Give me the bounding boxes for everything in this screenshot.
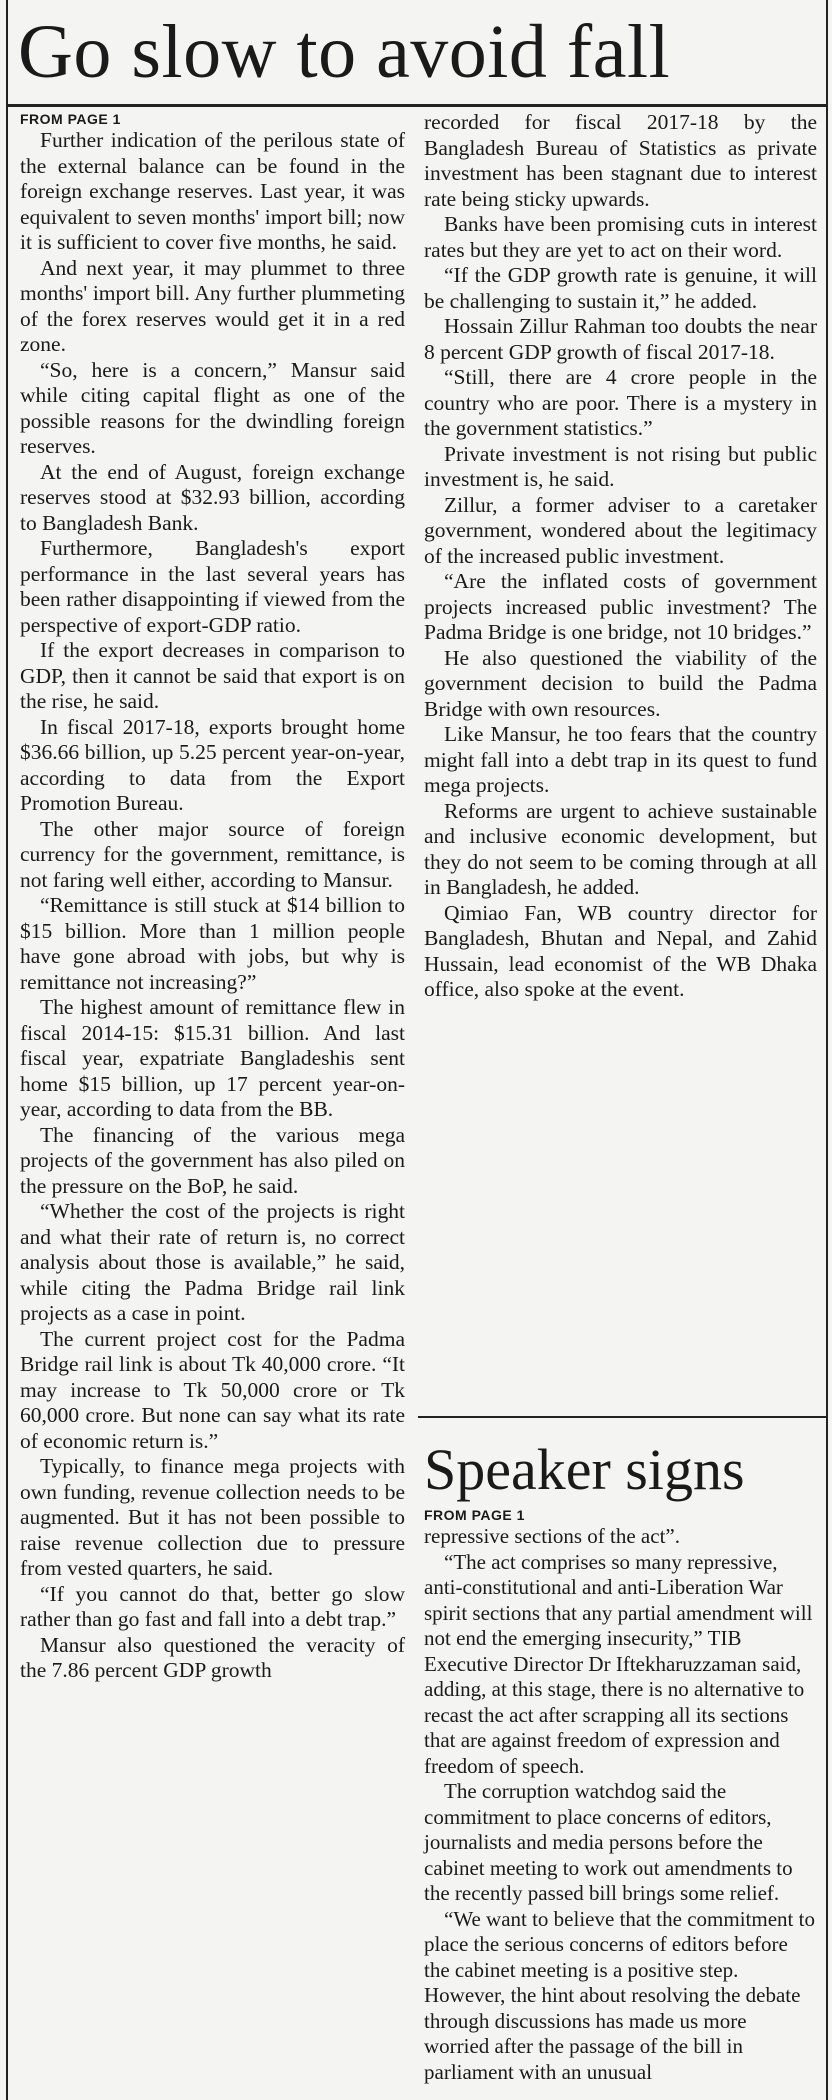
article-paragraph: “We want to believe that the commitment to place the serious concerns of editors before the cabinet meeting is a positive step. However, the hint about resolving the debate through discussions has made us more worried after the passage of the bill in parliament with an unusual [424, 1906, 815, 2084]
article-paragraph: Further indication of the perilous state of the external balance can be found in the foreign exchange reserves. Last year, it was equivalent to seven months' import bill; now it is sufficient to cover five months, he said. [20, 128, 405, 254]
article-paragraph: Banks have been promising cuts in interest rates but they are yet to act on their word. [424, 212, 817, 262]
second-story-column [424, 1430, 817, 2085]
left-column-paragraphs [20, 128, 405, 1684]
article-paragraph: Like Mansur, he too fears that the country might fall into a debt trap in its quest to fund mega projects. [424, 722, 817, 797]
right-column-continuation: recorded for fiscal 2017-18 by the Bangladesh Bureau of Statistics as private investment has been stagnant due to interest rate being sticky upwards. [424, 110, 817, 211]
right-column-paragraphs [424, 212, 817, 1003]
article-paragraph: He also questioned the viability of the government decision to build the Padma Bridge with own resources. [424, 645, 817, 721]
article-paragraph: “The act comprises so many repressive, anti-constitutional and anti-Liberation War spirit sections that any partial amendment will not end the emerging insecurity,” TIB Executive Director Dr Iftekharuzzaman said, adding, at this stage, there is no alternative to recast the act after scrapping all its sections that are against freedom of expression and freedom of speech. [424, 1549, 813, 1778]
second-story-continuation: repressive sections of the act”. [424, 1524, 680, 1548]
article-paragraph: If the export decreases in comparison to GDP, then it cannot be said that export is on the rise, he said. [20, 638, 405, 713]
article-paragraph: Reforms are urgent to achieve sustainable and inclusive economic development, but they do not seem to be coming through at all in Bangladesh, he added. [424, 798, 817, 899]
article-paragraph: The corruption watchdog said the commitment to place concerns of editors, journalists and media persons before the cabinet meeting to work out amendments to the recently passed bill brings some relief. [424, 1779, 793, 1905]
article-paragraph: And next year, it may plummet to three months' import bill. Any further plummeting of the forex reserves would get it in a red zone. [20, 255, 405, 356]
article-paragraph: Qimiao Fan, WB country director for Bangladesh, Bhutan and Nepal, and Zahid Hussain, lead economist of the WB Dhaka office, also spoke at the event. [424, 900, 817, 1001]
main-headline: Go slow to avoid fall [18, 10, 671, 94]
article-paragraph: The current project cost for the Padma Bridge rail link is about Tk 40,000 crore. “It may increase to Tk 50,000 crore or Tk 60,000 crore. But none can say what its rate of economic return is.” [20, 1326, 405, 1453]
article-paragraph: “Whether the cost of the projects is right and what their rate of return is, no correct analysis about those is available,” he said, while citing the Padma Bridge rail link projects as a case in point. [20, 1199, 405, 1325]
second-story-headline: Speaker signs [424, 1437, 745, 1502]
article-paragraph: Zillur, a former adviser to a caretaker government, wondered about the legitimacy of the increased public investment. [424, 492, 817, 568]
article-paragraph: “Remittance is still stuck at $14 billion to $15 billion. More than 1 million people have gone abroad with jobs, but why is remittance not increasing?” [20, 893, 405, 994]
page-border-right [826, 0, 828, 2100]
article-paragraph: Typically, to finance mega projects with own funding, revenue collection needs to be augmented. But it has not been possible to raise revenue collection due to pressure from vested quarters, he said. [20, 1454, 405, 1580]
article-paragraph: The highest amount of remittance flew in fiscal 2014-15: $15.31 billion. And last fiscal year, expatriate Bangladeshis sent home $15 billion, up 17 percent year-on-year, according to data from the BB. [20, 995, 405, 1121]
main-story-left-column [20, 110, 405, 1684]
article-paragraph: The financing of the various mega projects of the government has also piled on the pressure on the BoP, he said. [20, 1122, 405, 1198]
second-story-paragraphs [424, 1550, 817, 2086]
article-paragraph: “Still, there are 4 crore people in the country who are poor. There is a mystery in the government statistics.” [424, 365, 817, 440]
article-paragraph: Furthermore, Bangladesh's export performance in the last several years has been rather disappointing if viewed from the perspective of export-GDP ratio. [20, 536, 405, 637]
second-story-rule [418, 1416, 826, 1418]
headline-rule [8, 104, 826, 107]
main-story-right-column [424, 110, 817, 1003]
article-paragraph: Mansur also questioned the veracity of the 7.86 percent GDP growth [20, 1632, 405, 1682]
article-paragraph: The other major source of foreign currency for the government, remittance, is not faring well either, according to Mansur. [20, 816, 405, 892]
article-paragraph: “Are the inflated costs of government projects increased public investment? The Padma Bridge is one bridge, not 10 bridges.” [424, 569, 817, 644]
article-paragraph: “So, here is a concern,” Mansur said while citing capital flight as one of the possible reasons for the dwindling foreign reserves. [20, 357, 405, 458]
second-story-kicker: FROM PAGE 1 [424, 1507, 525, 1523]
article-paragraph: Private investment is not rising but public investment is, he said. [424, 441, 817, 491]
article-paragraph: Hossain Zillur Rahman too doubts the near 8 percent GDP growth of fiscal 2017-18. [424, 314, 817, 364]
article-paragraph: “If the GDP growth rate is genuine, it will be challenging to sustain it,” he added. [424, 263, 817, 313]
article-paragraph: In fiscal 2017-18, exports brought home $36.66 billion, up 5.25 percent year-on-year, according to data from the Export Promotion Bureau. [20, 714, 405, 815]
page-border-left [6, 0, 8, 2100]
article-paragraph: “If you cannot do that, better go slow rather than go fast and fall into a debt trap.” [20, 1581, 405, 1631]
article-paragraph: At the end of August, foreign exchange reserves stood at $32.93 billion, according to Bangladesh Bank. [20, 459, 405, 535]
main-story-kicker: FROM PAGE 1 [20, 111, 121, 127]
